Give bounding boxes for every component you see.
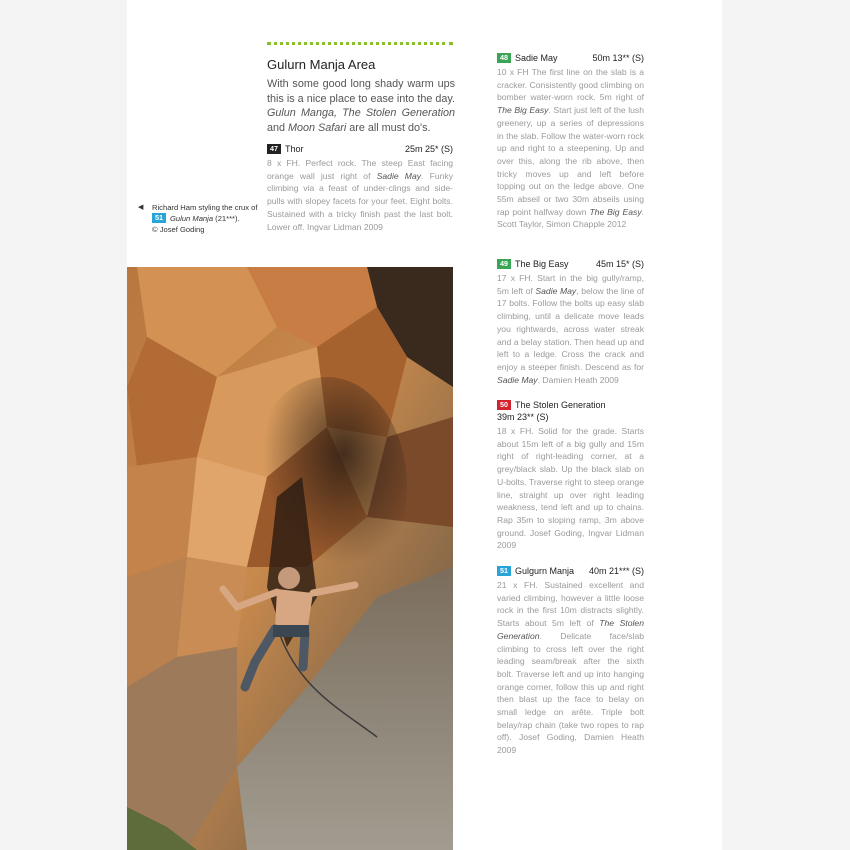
route-ref: Sadie May (376, 170, 422, 181)
route-entry (497, 258, 644, 386)
route-grade: 45m 15* (S) (595, 259, 644, 269)
intro-text: and (267, 121, 289, 134)
route-number-badge: 50 (497, 400, 511, 410)
route-number-badge: 47 (267, 144, 281, 154)
route-ref: Sadie May (535, 285, 577, 296)
desc-text: . Start just left of the lush greenery, up a series of depressions in the slab. Follow the water-worn rock up and right to a steepening. Up and over this, along the rib above, then tricky moves up and left before topping out on the ledge above. One 55m abseil or two 30m abseils using rap point halfway down (497, 105, 644, 217)
route-header (497, 399, 644, 423)
desc-text: . Scott Taylor, Simon Chapple 2012 (497, 206, 645, 230)
section-divider (267, 42, 453, 45)
caption-line (143, 213, 263, 224)
desc-text: , below the line of 17 bolts. Follow the bolts up easy slab climbing, until a delicate move leads you rightwards, across water streak and a belay station. Then head up and left to a ledge. Cross the crack and enjoy a steeper finish. Descend as for (497, 285, 644, 372)
route-name: The Stolen Generation (515, 400, 606, 410)
desc-text: . Damien Heath 2009 (537, 374, 619, 385)
intro-route-ref: Gulun Manga, The Stolen Generation (267, 107, 455, 119)
route-name: Thor (285, 144, 304, 154)
route-ref: The Big Easy (497, 105, 549, 116)
route-number-badge: 51 (497, 566, 511, 576)
desc-text: 21 x FH. Sustained excellent and varied climbing, however a little loose rock in the first 10m distracts slightly. Starts about 5m left of (497, 580, 644, 629)
caption-route-badge: 51 (152, 213, 166, 223)
route-ref: Sadie May (497, 374, 538, 385)
caption-credit: © Josef Goding (152, 225, 205, 234)
route-name: Gulgurn Manja (515, 566, 575, 576)
route-description (497, 425, 644, 552)
photo-caption (138, 202, 263, 235)
intro-text: are all must do's. (346, 121, 431, 134)
area-title: Gulurn Manja Area (267, 57, 376, 72)
desc-text: 8 x FH. Perfect rock. The steep East facing orange wall just right of (267, 158, 453, 181)
route-name: Sadie May (515, 53, 558, 63)
caption-arrow-icon: ◀ (138, 204, 144, 211)
route-description (497, 272, 644, 386)
desc-text: . Funky climbing via a feast of under-clings and side-pulls with slopey facets for your feet. Eight bolts. Sustained with a tricky finish past the last bolt. Lower off. Ingvar Lidman 2009 (267, 170, 454, 232)
desc-text: . Delicate face/slab climbing to cross left over the right leading seam/break after the sixth bolt. Traverse left and up into hanging orange corner, follow this up and right then blast up the face to belay on small ledge on arête. Triple bolt belay/rap chain (take two ropes to rap off). Josef Goding, Damien Heath 2009 (497, 630, 644, 756)
caption-line: Richard Ham styling the crux of (152, 203, 258, 212)
climbing-photo (127, 267, 453, 850)
route-entry (497, 565, 644, 757)
route-number-badge: 48 (497, 53, 511, 63)
route-header (497, 565, 644, 577)
route-name: The Big Easy (515, 259, 569, 269)
route-header (497, 258, 644, 270)
area-intro (267, 77, 455, 135)
route-ref: The Big Easy (589, 206, 642, 217)
caption-route-name: Gulun Manja (170, 214, 214, 223)
desc-text: 10 x FH The first line on the slab is a cracker. Consistently good climbing on bomber water-worn rock. 5m right of (497, 67, 644, 103)
route-number-badge: 49 (497, 259, 511, 269)
climber-photo-illustration (127, 267, 453, 850)
route-entry (267, 143, 453, 233)
route-description (267, 157, 453, 233)
route-grade: 39m 23** (S) (497, 412, 549, 422)
desc-text: 18 x FH. Solid for the grade. Starts about 15m left of a big gully and 15m right of right-leading corner, at a grey/black slab. Up the black slab on U-bolts. Traverse right to steep orange line, straight up over right leading weakness, tend left and up to chains. Rap 35m to sloping ramp, 3m above ground. Josef Goding, Ingvar Lidman 2009 (497, 426, 644, 551)
route-description (497, 66, 644, 231)
caption-grade: (21***). (213, 214, 240, 223)
route-grade: 40m 21*** (S) (588, 566, 644, 576)
route-header (497, 52, 644, 64)
route-entry (497, 52, 644, 231)
intro-text: With some good long shady warm ups this is a nice place to ease into the day. (267, 78, 455, 105)
route-grade: 25m 25* (S) (404, 144, 453, 154)
desc-text: 17 x FH. Start in the big gully/ramp, 5m left of (497, 273, 644, 296)
route-entry (497, 399, 644, 552)
route-description (497, 579, 644, 757)
intro-route-ref: Moon Safari (288, 121, 347, 134)
route-header (267, 143, 453, 155)
route-grade: 50m 13** (S) (592, 53, 644, 63)
route-ref: The Stolen Generation (497, 618, 644, 641)
